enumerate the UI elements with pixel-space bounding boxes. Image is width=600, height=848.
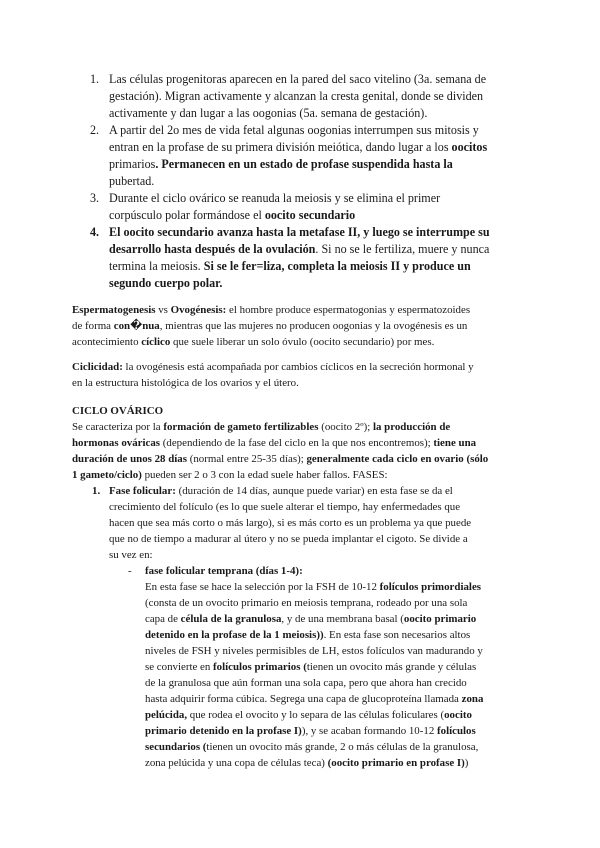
text-run: la ovogénesis está acompañada por cambios cíclicos en la secreción hormonal y [122, 361, 474, 373]
bullet-dash: - [128, 565, 132, 577]
phase-line [109, 516, 471, 531]
text-run: En esta fase se hace la selección por la FSH de 10-12 [145, 581, 380, 593]
subphase-line [145, 724, 476, 739]
bold-text: célula de la granulosa [180, 613, 282, 625]
text-run: tienen un ovocito más grande, 2 o más células de la granulosa, [206, 741, 479, 753]
bold-text: tiene una [433, 437, 477, 449]
subphase-line [145, 692, 483, 707]
text-run: niveles de FSH y niveles permisibles de LH, estos folículos van madurando y [145, 645, 483, 657]
bold-text: duración de unos 28 días [72, 453, 187, 465]
bold-text: zona [461, 693, 484, 705]
bold-text: oocito secundario [264, 208, 356, 222]
text-run: el hombre produce espermatogonias y espermatozoides [226, 304, 471, 316]
bold-text: Ovogénesis: [170, 304, 227, 316]
list-line [109, 224, 490, 241]
bold-text: generalmente cada ciclo en ovario (sólo [306, 453, 489, 465]
paragraph-line [72, 420, 450, 435]
text-run: Las células progenitoras aparecen en la pared del saco vitelino (3a. semana de [109, 72, 487, 86]
text-run: activamente y dan lugar a las oogonias (5a. semana de gestación). [109, 106, 428, 120]
subphase-line [145, 756, 468, 771]
text-run: zona pelúcida y una copa de células teca) [145, 757, 328, 769]
bold-text: El oocito secundario avanza hasta la metafase II, y luego se interrumpe su [109, 225, 490, 239]
text-run: (oocito 2º); [318, 421, 373, 433]
paragraph-line [72, 468, 388, 483]
list-line [109, 207, 355, 224]
paragraph-line [72, 335, 434, 350]
text-run: gestación). Migran activamente y alcanzan la cresta genital, donde se dividen [109, 89, 484, 103]
paragraph-line [72, 452, 488, 467]
bold-text: formación de gameto fertilizables [163, 421, 319, 433]
text-run: Se caracteriza por la [72, 421, 164, 433]
text-run: crecimiento del folículo (es lo que suele alterar el tiempo, hay enfermedades que [109, 501, 461, 513]
paragraph-line [72, 360, 474, 375]
text-run: capa de [145, 613, 181, 625]
text-run: de la granulosa que aún forman una sola capa, pero que ahora han crecido [145, 677, 467, 689]
list-number: 4. [90, 225, 100, 239]
bold-text: Ciclicidad: [72, 361, 123, 373]
text-run: acontecimiento [72, 336, 142, 348]
phase-line [109, 548, 153, 563]
bold-text: pelúcida, [145, 709, 188, 721]
text-run: , mientras que las mujeres no producen oogonias y la ovogénesis es un [159, 320, 468, 332]
list-line [109, 275, 222, 292]
text-run: que no de tiempo a madurar al útero y no se pueda implantar el cigoto. Se divide a [109, 533, 468, 545]
text-run: , y de una membrana basal ( [281, 613, 404, 625]
list-line [109, 88, 483, 105]
list-line [109, 156, 453, 173]
phase-line [109, 484, 453, 499]
text-run: (normal entre 25-35 días); [187, 453, 307, 465]
list-line [109, 241, 489, 258]
text-run: (consta de un ovocito primario en meiosis temprana, rodeado por una sola [145, 597, 468, 609]
bold-text: (oocito primario en profase I) [327, 757, 465, 769]
list-line [109, 173, 154, 190]
bold-text: cíclico [141, 336, 171, 348]
bold-text: Fase folicular: [109, 485, 176, 497]
text-run: pueden ser 2 o 3 con la edad suele haber fallos. FASES: [141, 469, 388, 481]
text-run: A partir del 2o mes de vida fetal algunas oogonias interrumpen sus mitosis y [109, 123, 479, 137]
subphase-line [145, 740, 478, 755]
bold-text: segundo cuerpo polar. [109, 276, 223, 290]
section-heading [72, 404, 163, 419]
text-run: pubertad. [109, 174, 155, 188]
text-run: que rodea el ovocito y lo separa de las células foliculares ( [187, 709, 445, 721]
subphase-line [145, 612, 476, 627]
text-run: vs [155, 304, 171, 316]
subphase-line [145, 660, 476, 675]
text-run: . En esta fase son necesarios altos [323, 629, 471, 641]
text-run: ), y se acaban formando 10-12 [301, 725, 437, 737]
bold-text: Espermatogenesis [72, 304, 156, 316]
paragraph-line [72, 303, 470, 318]
list-line [109, 122, 479, 139]
list-number: 2. [90, 123, 100, 137]
text-run: (dependiendo de la fase del ciclo en la que nos encontremos); [160, 437, 434, 449]
bold-text: oocito [444, 709, 472, 721]
text-run: de forma [72, 320, 114, 332]
bold-text: primario detenido en la profase I) [145, 725, 302, 737]
phase-line [109, 532, 468, 547]
text-run: (duración de 14 días, aunque puede variar) en esta fase se da el [175, 485, 453, 497]
paragraph-line [72, 319, 467, 334]
list-number: 1. [92, 485, 101, 497]
bold-text: detenido en la profase de la 1 meiosis)) [145, 629, 324, 641]
text-run: termina la meiosis. [109, 259, 204, 273]
bold-text: con�nua [113, 320, 160, 332]
bold-text: oocitos [451, 140, 488, 154]
bold-text: oocito primario [403, 613, 477, 625]
list-line [109, 71, 486, 88]
list-line [109, 139, 487, 156]
paragraph-line [72, 376, 299, 391]
subphase-line [145, 596, 467, 611]
text-run: . Si no se le fertiliza, muere y nunca [315, 242, 490, 256]
text-run: hasta adquirir forma cúbica. Segrega una capa de glucoproteína llamada [145, 693, 462, 705]
list-line [109, 105, 427, 122]
bold-text: 1 gameto/ciclo) [72, 469, 142, 481]
paragraph-line [72, 436, 476, 451]
text-run: primarios [109, 157, 156, 171]
text-run: tienen un ovocito más grande y células [306, 661, 477, 673]
subphase-title: fase folicular temprana (días 1-4): [145, 565, 303, 577]
bold-text: folículos primordiales [379, 581, 482, 593]
list-number: 3. [90, 191, 100, 205]
bold-text: la producción de [372, 421, 451, 433]
text-run: que suele liberar un solo óvulo (oocito secundario) por mes. [170, 336, 435, 348]
bold-text: folículos primarios ( [213, 661, 307, 673]
subphase-line [145, 628, 470, 643]
text-run: Durante el ciclo ovárico se reanuda la meiosis y se elimina el primer [109, 191, 441, 205]
text-run: corpúsculo polar formándose el [109, 208, 265, 222]
text-run: hacen que sea más corto o más largo), si es más corto es un problema ya que puede [109, 517, 472, 529]
bold-text: desarrollo hasta después de la ovulación [109, 242, 316, 256]
text-run: en la estructura histológica de los ovarios y el útero. [72, 377, 299, 389]
phase-line [109, 500, 460, 515]
list-line [109, 190, 440, 207]
bold-text: hormonas ováricas [72, 437, 161, 449]
bold-text: CICLO OVÁRICO [72, 405, 164, 417]
list-number: 1. [90, 72, 100, 86]
bold-text: . Permanecen en un estado de profase suspendida hasta la [155, 157, 453, 171]
text-run: entran en la profase de su primera división meiótica, dando lugar a los [109, 140, 452, 154]
subphase-line [145, 644, 483, 659]
subphase-line [145, 580, 481, 595]
bold-text: secundarios ( [145, 741, 207, 753]
text-run: su vez en: [109, 549, 153, 561]
bold-text: folículos [437, 725, 476, 737]
text-run: se convierte en [145, 661, 214, 673]
text-run: ) [464, 757, 469, 769]
bold-text: Si se le fer=liza, completa la meiosis II y produce un [203, 259, 471, 273]
list-line [109, 258, 471, 275]
subphase-line [145, 708, 472, 723]
subphase-line [145, 676, 467, 691]
